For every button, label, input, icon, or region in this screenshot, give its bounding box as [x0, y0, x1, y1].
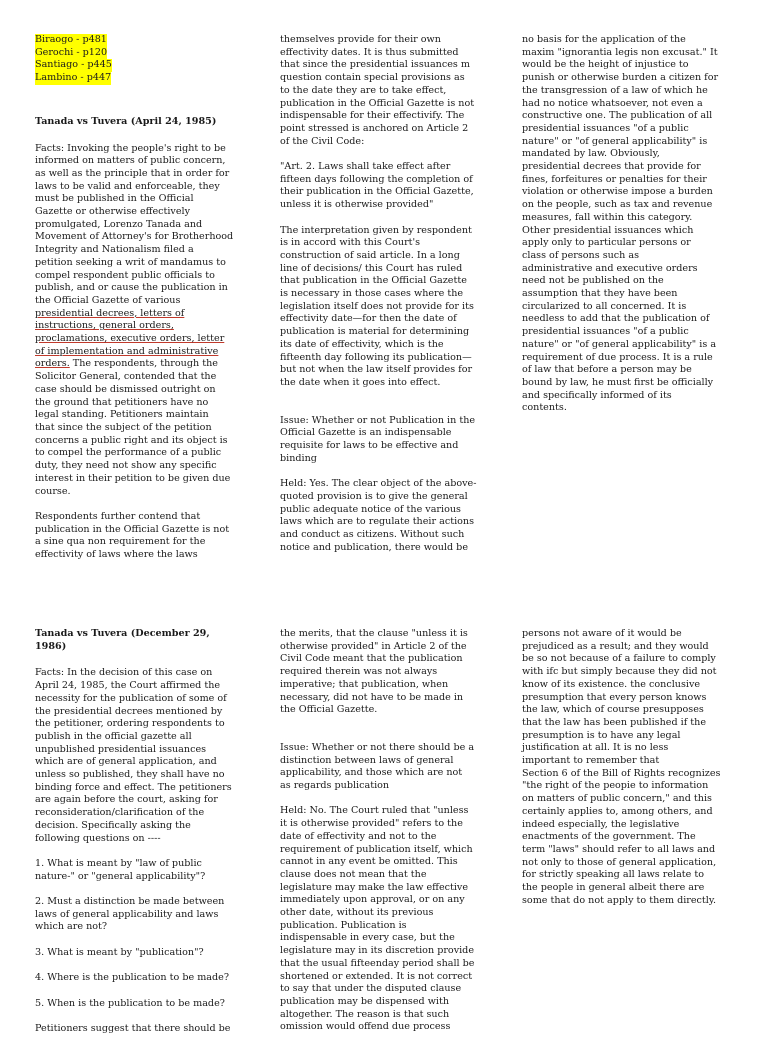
case1-facts-start: Facts: Invoking the people's right to be informed on matters of public concern, as well as the principle that in order for laws to be valid and enforceable, they must be published in the Official Gazette or otherwise effectively promulgated, Lorenzo Tanada and Movement of Attorney's for Brotherhood Integrity and Nationalism filed a petition seeking a writ of mandamus to compel respondent public officials to publish, and or cause the publication in the Official Gazette of various	[35, 142, 234, 306]
case1-title: Tanada vs Tuvera (April 24, 1985)	[35, 115, 217, 127]
case1-facts-underlined: presidential decrees, letters of instructions, general orders, proclamations, executive orders, letter of implementation and administrative orders.	[35, 307, 225, 370]
case1-interpretation-paragraph: The interpretation given by respondent is in accord with this Court's construction of said article. In a long line of decisions/ this Court has ruled that publication in the Official Gazette is necessary in those cases where the legislation itself does not provide for its effectivity date—for then the date of publication is material for determining its date of effectivity, which is the fifteenth day following its publication— but not when the law itself provides for the date when it goes into effect.	[280, 224, 474, 388]
case2-held: Held: No. The Court ruled that "unless it is otherwise provided" refers to the date of effectivity and not to the requirement of publication itself, which cannot in any event be omitted. This clause does not mean that the legislature may make the law effective immediately upon approval, or on any other date, without its previous publication. Publication is indispensable in every case, but the legislature may in its discretion provide that the usual fifteenday period shall be shortened or extended. It is not correct to say that under the disputed clause publication may be dispensed with altogether. The reason is that such omission would offend due process	[280, 805, 475, 1033]
case2-cut-paragraph: Petitioners suggest that there should be	[35, 1023, 231, 1034]
case1-facts-end: The respondents, through the Solicitor General, contended that the case should be dismissed outright on the ground that petitioners have no legal standing. Petitioners maintain that since the subject of the petition concerns a public right and its object is to compel the performance of a public duty, they need not show any specific interest in their petition to be given due course.	[35, 358, 231, 497]
case1-column-2	[280, 34, 495, 567]
case2-col2-paragraph-1: the merits, that the clause "unless it is otherwise provided" in Article 2 of the Civil Code meant that the publication required therein was not always imperative; that publication, when necessary, did not have to be made in the Official Gazette.	[280, 628, 468, 716]
case2-col3-paragraph: persons not aware of it would be prejudiced as a result; and they would be so not because of a failure to comply with ifc but simply because they did not know of its existence. the conclusive presumption that every person knows the law, which of course presupposes that the law has been published if the presumption is to have any legal justification at all. It is no less important to remember that Section 6 of the Bill of Rights recognizes "the right of the peopie to information on matters of public concern," and this certainly applies to, among others, and indeed especially, the legislative enactments of the government. The term "laws" should refer to all laws and not only to those of general application, for strictly speaking all laws relate to the people in general albeit there are some that do not apply to them directly.	[522, 628, 721, 906]
case1-respondents-paragraph: Respondents further contend that publication in the Official Gazette is not a sine qua non requirement for the effectivity of laws where the laws	[35, 510, 230, 560]
case2-column-1	[35, 628, 250, 1048]
reference-list	[35, 34, 250, 85]
case2-issue: Issue: Whether or not there should be a distinction between laws of general applicability, and those which are not as regards publication	[280, 741, 475, 792]
case1-column-3	[522, 34, 737, 428]
reference-item: Biraogo - p481	[35, 34, 107, 45]
case1-col3-paragraph: no basis for the application of the maxim "ignorantia legis non excusat." It would be the height of injustice to punish or otherwise burden a citizen for the transgression of a law of which he had no notice whatsoever, not even a constructive one. The publication of all presidential issuances "of a public nature" or "of general applicability" is mandated by law. Obviously, presidential decrees that provide for fines, forfeitures or penalties for their violation or otherwise impose a burden on the people, such as tax and revenue measures, fall within this category. Other presidential issuances which apply only to particular persons or class of persons such as administrative and executive orders need not be published on the assumption that they have been circularized to all concerned. It is needless to add that the publication of presidential issuances "of a public nature" or "of general applicability" is a requirement of due process. It is a rule of law that before a person may be bound by law, he must first be officially and specifically informed of its contents.	[522, 34, 719, 414]
case2-question-5: 5. When is the publication to be made?	[35, 997, 225, 1009]
case1-col2-paragraph-1: themselves provide for their own effectivity dates. It is thus submitted that since the presidential issuances m question contain special provisions as to the date they are to take effect, publication in the Official Gazette is not indispensable for their effectivify. The point stressed is anchored on Article 2 of the Civil Code:	[280, 34, 475, 147]
case2-column-3	[522, 628, 737, 920]
reference-item: Santiago - p445	[35, 59, 112, 71]
case2-question-4: 4. Where is the publication to be made?	[35, 972, 229, 984]
case1-issue: Issue: Whether or not Publication in the Official Gazette is an indispensable requisite for laws to be effective and binding	[280, 414, 476, 464]
case2-title: Tanada vs Tuvera (December 29, 1986)	[35, 628, 210, 652]
case2-question-1: 1. What is meant by "law of public nature-" or "general applicability"?	[35, 857, 206, 882]
case1-column-1	[35, 34, 250, 574]
case1-held: Held: Yes. The clear object of the above- quoted provision is to give the general public adequate notice of the various laws which are to regulate their actions and conduct as citizens. Without such notice and publication, there would be	[280, 478, 477, 553]
reference-item: Lambino - p447	[35, 72, 112, 84]
case2-question-3: 3. What is meant by "publication"?	[35, 946, 204, 958]
case2-facts: Facts: In the decision of this case on April 24, 1985, the Court affirmed the necessity for the publication of some of the presidential decrees mentioned by the petitioner, ordering respondents to publish in the official gazette all unpublished presidential issuances which are of general application, and unless so published, they shall have no binding force and effect. The petitioners are again before the court, asking for reconsideration/clarification of the decision. Specifically asking the following questions on ----	[35, 667, 232, 844]
case2-question-2: 2. Must a distinction be made between laws of general applicability and laws which are not?	[35, 896, 225, 933]
case1-article2-quote: "Art. 2. Laws shall take effect after fifteen days following the completion of their publication in the Official Gazette, unless it is otherwise provided"	[280, 161, 474, 211]
reference-item: Gerochi - p120	[35, 46, 108, 58]
case1-facts	[35, 143, 250, 499]
case2-column-2	[280, 628, 495, 1047]
